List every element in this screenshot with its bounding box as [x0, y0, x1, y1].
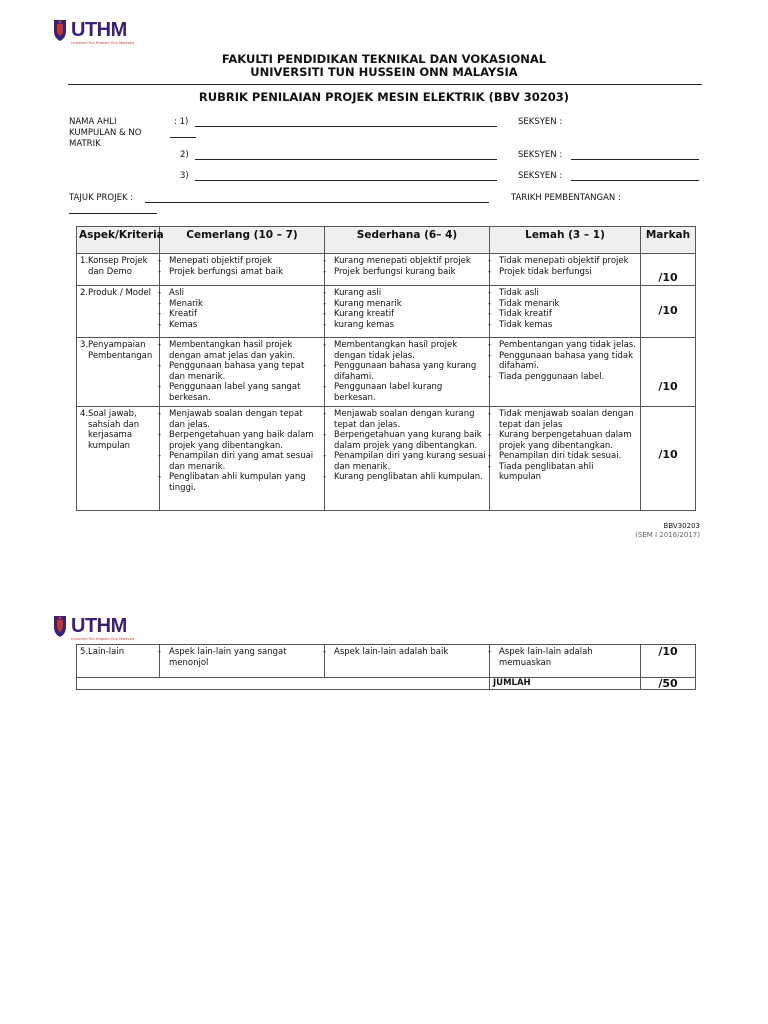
list-item: - Tidak kreatif [493, 309, 637, 320]
header-moderate: Sederhana (6– 4) [325, 227, 490, 254]
moderate-cell [325, 407, 490, 511]
weak-cell [490, 254, 641, 286]
rubric-title: RUBRIK PENILAIAN PROJEK MESIN ELEKTRIK (BBV 30203) [198, 90, 570, 104]
row-number: 4. [80, 409, 89, 419]
list-item: - Kurang kreatif [328, 309, 486, 320]
member-label: NAMA AHLI KUMPULAN & NO MATRIK [69, 117, 142, 149]
table-row [77, 338, 696, 407]
table-row [77, 254, 696, 286]
aspect-text: Penyampaian Pembentangan [88, 340, 153, 361]
uthm-logo [52, 18, 135, 45]
excellent-cell [160, 338, 325, 407]
score-cell[interactable]: /10 [641, 286, 696, 338]
member-3-field[interactable] [195, 180, 497, 181]
score-cell[interactable]: /10 [641, 338, 696, 407]
project-title-label: TAJUK PROJEK : [69, 193, 134, 203]
rubric-table [76, 226, 696, 511]
list-item: - Membentangkan hasil projek dengan amat jelas dan yakin. [163, 340, 321, 361]
list-item: - Penampilan diri yang kurang sesuai dan menarik. [328, 451, 486, 472]
list-item: - Penggunaan bahasa yang kurang difahami. [328, 361, 486, 382]
list-item: - Penampilan diri tidak sesuai. [493, 451, 637, 462]
aspect-cell [77, 338, 160, 407]
logo-tagline: Universiti Tun Hussein Onn Malaysia [71, 637, 135, 641]
university-title: UNIVERSITI TUN HUSSEIN ONN MALAYSIA [250, 65, 518, 79]
list-item: - Projek berfungsi kurang baik [328, 267, 486, 278]
list-item: - Aspek lain-lain yang sangat menonjol [163, 647, 321, 668]
header-marks: Markah [641, 227, 696, 254]
row-number: 5. [80, 647, 89, 657]
list-item: - Kurang asli [328, 288, 486, 299]
weak-cell [490, 407, 641, 511]
member-3-label: 3) [180, 171, 189, 181]
project-title-field[interactable] [145, 202, 489, 203]
aspect-cell [77, 645, 160, 678]
moderate-cell [325, 338, 490, 407]
table-row [77, 645, 696, 678]
section-2-field[interactable] [571, 159, 699, 160]
aspect-text: Soal jawab, sahsiah dan kerjasama kumpulan [88, 409, 140, 451]
list-item: - Menepati objektif projek [163, 256, 321, 267]
header-weak: Lemah (3 – 1) [490, 227, 641, 254]
list-item: - Tidak menjawab soalan dengan tepat dan jelas [493, 409, 637, 430]
moderate-cell [325, 254, 490, 286]
excellent-cell [160, 286, 325, 338]
member-2-label: 2) [180, 150, 189, 160]
excellent-cell [160, 407, 325, 511]
semester-text: (SEM I 2016/2017) [635, 531, 700, 539]
aspect-text: Konsep Projek dan Demo [88, 256, 148, 277]
presentation-date-label: TARIKH PEMBENTANGAN : [511, 193, 621, 203]
list-item: - Tidak menarik [493, 299, 637, 310]
logo-tagline: Universiti Tun Hussein Onn Malaysia [71, 41, 135, 45]
weak-cell [490, 286, 641, 338]
list-item: - Tidak asli [493, 288, 637, 299]
list-item: - Penggunaan label yang sangat berkesan. [163, 382, 321, 403]
aspect-text: Lain-lain [88, 647, 125, 657]
moderate-cell [325, 286, 490, 338]
list-item: - Projek berfungsi amat baik [163, 267, 321, 278]
row-number: 3. [80, 340, 89, 350]
aspect-cell [77, 407, 160, 511]
header-divider [68, 84, 702, 85]
list-item: - Projek tidak berfungsi [493, 267, 637, 278]
weak-cell [490, 645, 641, 678]
logo-text: UTHM [71, 615, 127, 637]
list-item: - Kurang penglibatan ahli kumpulan. [328, 472, 486, 483]
member-label-underline [170, 137, 196, 138]
list-item: - Kreatif [163, 309, 321, 320]
list-item: - Tidak menepati objektif projek [493, 256, 637, 267]
list-item: - Menjawab soalan dengan tepat dan jelas. [163, 409, 321, 430]
score-cell[interactable]: /10 [641, 407, 696, 511]
member-1-label: : 1) [174, 117, 189, 127]
aspect-text: Produk / Model [88, 288, 151, 298]
table-row [77, 407, 696, 511]
excellent-cell [160, 254, 325, 286]
section-3-label: SEKSYEN : [518, 171, 563, 181]
list-item: - Asli [163, 288, 321, 299]
list-item: - Penampilan diri yang amat sesuai dan menarik. [163, 451, 321, 472]
header-aspect: Aspek/Kriteria [77, 227, 160, 254]
list-item: - Berpengetahuan yang kurang baik dalam projek yang dibentangkan. [328, 430, 486, 451]
rubric-table-continued [76, 644, 696, 690]
course-code-footer [635, 522, 700, 540]
list-item: - Pembentangan yang tidak jelas. [493, 340, 637, 351]
course-code: BBV30203 [663, 522, 700, 530]
list-item: - kurang kemas [328, 320, 486, 331]
row-number: 1. [80, 256, 89, 266]
list-item: - Kurang menarik [328, 299, 486, 310]
moderate-cell [325, 645, 490, 678]
list-item: - Menjawab soalan dengan kurang tepat dan jelas. [328, 409, 486, 430]
list-item: - Tidak kemas [493, 320, 637, 331]
aspect-cell [77, 286, 160, 338]
row-number: 2. [80, 288, 89, 298]
member-2-field[interactable] [195, 159, 497, 160]
total-spacer-cell [77, 678, 490, 690]
uthm-crest-icon [52, 614, 68, 638]
list-item: - Tiada penggunaan label. [493, 372, 637, 383]
member-1-field[interactable] [195, 126, 497, 127]
excellent-cell [160, 645, 325, 678]
total-row [77, 678, 696, 690]
total-score[interactable]: /50 [641, 678, 696, 690]
aspect-cell [77, 254, 160, 286]
list-item: - Tiada penglibatan ahli kumpulan [493, 462, 637, 483]
list-item: - Kurang menepati objektif projek [328, 256, 486, 267]
uthm-logo-page-2 [52, 614, 135, 641]
list-item: - Penglibatan ahli kumpulan yang tinggi. [163, 472, 321, 493]
list-item: - Membentangkan hasil projek dengan tidak jelas. [328, 340, 486, 361]
list-item: - Kemas [163, 320, 321, 331]
faculty-title: FAKULTI PENDIDIKAN TEKNIKAL DAN VOKASIONAL [221, 52, 547, 66]
list-item: - Aspek lain-lain adalah memuaskan [493, 647, 637, 668]
header-excellent: Cemerlang (10 – 7) [160, 227, 325, 254]
list-item: - Penggunaan bahasa yang tepat dan menarik. [163, 361, 321, 382]
total-label: JUMLAH [490, 678, 641, 690]
logo-text: UTHM [71, 19, 127, 41]
section-1-label: SEKSYEN : [518, 117, 563, 127]
project-title-field-continued[interactable] [69, 213, 157, 214]
list-item: - Aspek lain-lain adalah baik [328, 647, 486, 658]
list-item: - Penggunaan label kurang berkesan. [328, 382, 486, 403]
score-cell[interactable]: /10 [641, 254, 696, 286]
score-cell[interactable]: /10 [641, 645, 696, 678]
table-header-row [77, 227, 696, 254]
list-item: - Berpengetahuan yang baik dalam projek yang dibentangkan. [163, 430, 321, 451]
section-3-field[interactable] [571, 180, 699, 181]
list-item: - Kurang berpengetahuan dalam projek yang dibentangkan. [493, 430, 637, 451]
weak-cell [490, 338, 641, 407]
section-2-label: SEKSYEN : [518, 150, 563, 160]
list-item: - Penggunaan bahasa yang tidak difahami. [493, 351, 637, 372]
list-item: - Menarik [163, 299, 321, 310]
uthm-crest-icon [52, 18, 68, 42]
table-row [77, 286, 696, 338]
